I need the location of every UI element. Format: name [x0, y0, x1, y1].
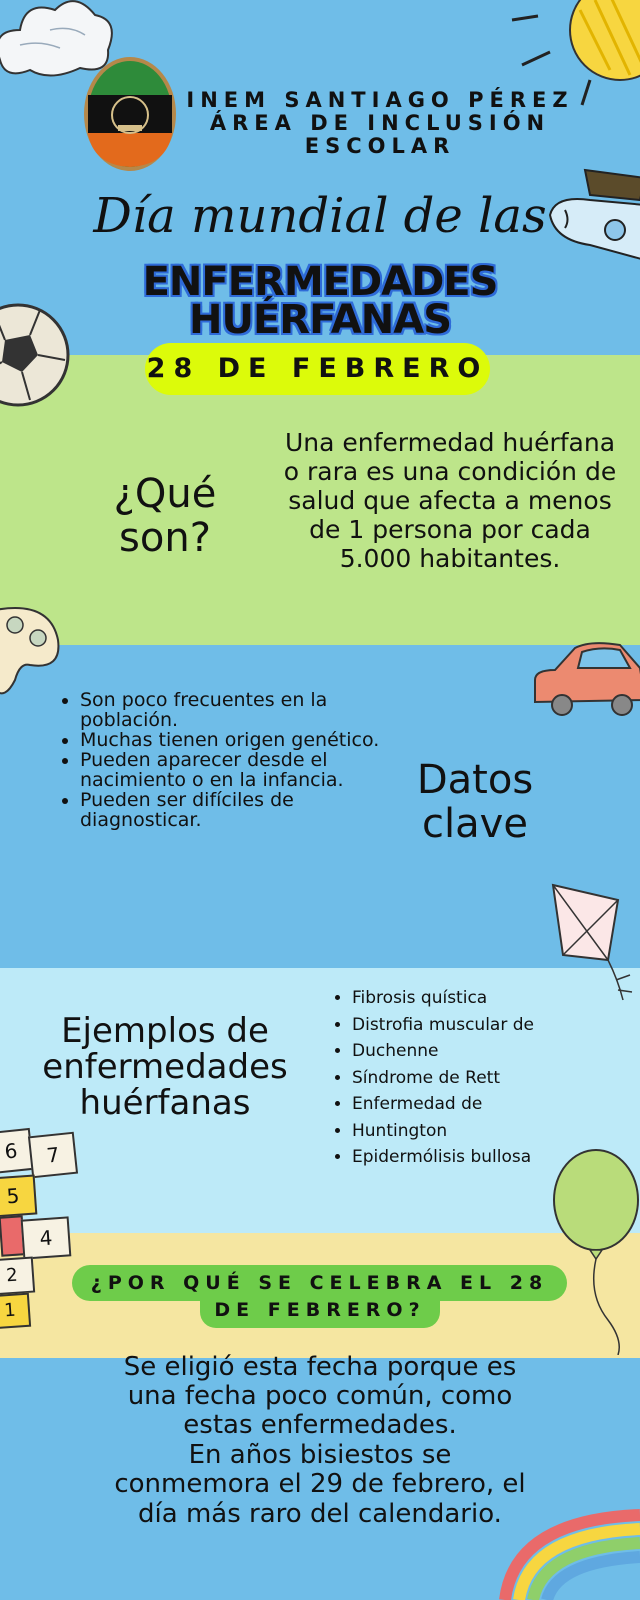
por-que-text-line3: estas enfermedades.	[183, 1410, 457, 1440]
que-son-heading-line2: son?	[119, 515, 211, 561]
ejemplos-heading: Ejemplos de enfermedades huérfanas	[42, 1011, 288, 1123]
org-name-line3: ESCOLAR	[304, 134, 456, 158]
hopscotch-icon	[0, 1130, 85, 1330]
balloon-icon	[548, 1145, 640, 1355]
list-item: • Pueden ser difíciles de diagnosticar.	[80, 790, 390, 830]
list-item: • Huntington	[352, 1118, 612, 1145]
school-logo-icon	[82, 55, 178, 173]
car-icon	[530, 640, 640, 730]
por-que-pill-line1: ¿POR QUÉ SE CELEBRA EL 28	[72, 1265, 567, 1301]
hopscotch-square: 6	[0, 1128, 34, 1174]
date-pill: 28 DE FEBRERO	[145, 343, 490, 395]
datos-clave-heading-line2: clave	[422, 801, 528, 847]
org-name-line2: ÁREA DE INCLUSIÓN	[209, 111, 551, 135]
por-que-text-line4: En años bisiestos se	[188, 1440, 452, 1470]
soccer-ball-icon	[0, 300, 75, 410]
por-que-text-line1: Se eligió esta fecha porque es	[123, 1352, 517, 1382]
palette-icon	[0, 600, 65, 700]
que-son-heading-line1: ¿Qué	[113, 471, 217, 517]
por-que-pill-line2: DE FEBRERO?	[200, 1298, 440, 1328]
hopscotch-square: 2	[0, 1257, 35, 1296]
title-line2: HUÉRFANAS	[188, 297, 451, 343]
por-que-text-line5: conmemora el 29 de febrero, el	[114, 1469, 526, 1499]
list-item: • Pueden aparecer desde el nacimiento o en la infancia.	[80, 750, 390, 790]
datos-clave-heading-line1: Datos	[416, 757, 534, 803]
list-item: • Epidermólisis bullosa	[352, 1144, 612, 1171]
list-item: • Síndrome de Rett	[352, 1065, 612, 1092]
list-item: • Muchas tienen origen genético.	[80, 730, 390, 750]
list-item: • Enfermedad de	[352, 1091, 612, 1118]
datos-clave-list	[58, 690, 390, 830]
list-item: • Son poco frecuentes en la población.	[80, 690, 390, 730]
por-que-text-line2: una fecha poco común, como	[127, 1381, 513, 1411]
list-item: • Distrofia muscular de	[352, 1012, 612, 1039]
list-item: • Duchenne	[352, 1038, 612, 1065]
por-que-text-line6: día más raro del calendario.	[138, 1499, 502, 1529]
hopscotch-square: 4	[21, 1216, 72, 1259]
ejemplos-list	[330, 985, 612, 1171]
rainbow-icon	[495, 1500, 640, 1600]
hopscotch-square: 1	[0, 1293, 31, 1330]
script-title: Día mundial de las	[93, 188, 547, 244]
hopscotch-square: 7	[28, 1132, 78, 1179]
title-line1: ENFERMEDADES	[142, 259, 498, 305]
org-name-line1: INEM SANTIAGO PÉREZ	[186, 88, 574, 112]
hopscotch-square: 5	[0, 1174, 37, 1217]
que-son-text: Una enfermedad huérfana o rara es una condición de salud que afecta a menos de 1 persona por cada 5.000 habitantes.	[283, 428, 617, 573]
list-item: • Fibrosis quística	[352, 985, 612, 1012]
